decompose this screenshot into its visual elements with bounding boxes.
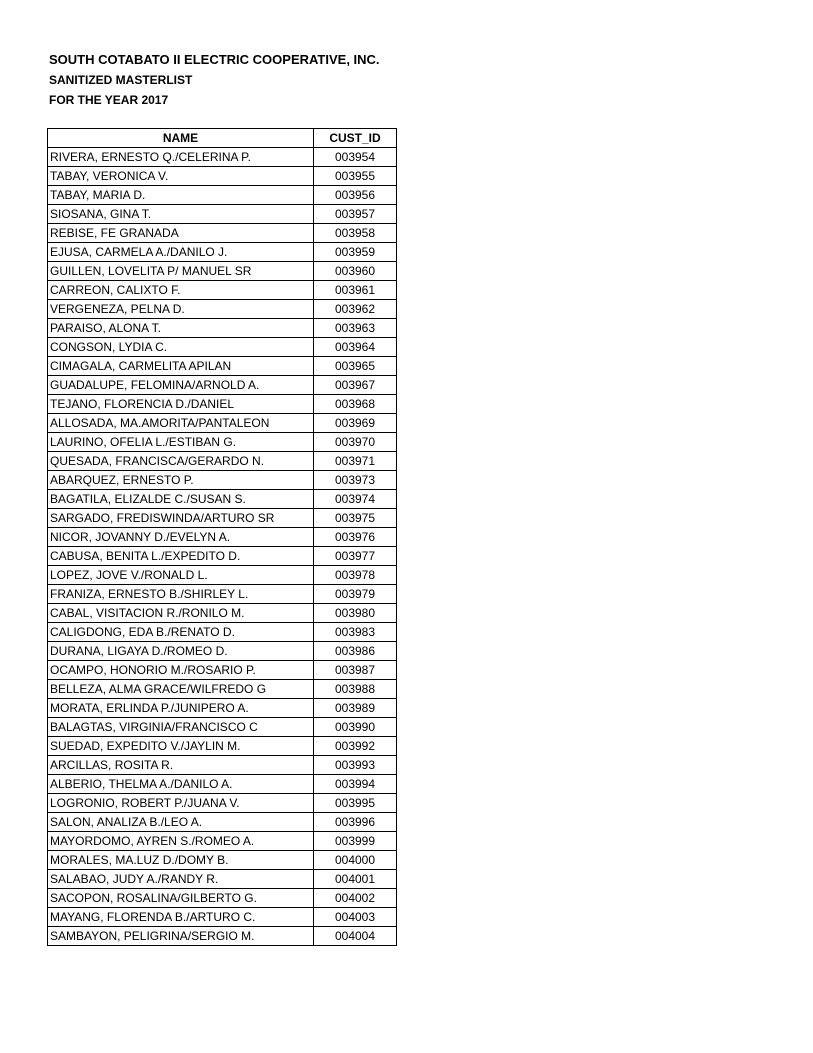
customer-name-cell: CALIGDONG, EDA B./RENATO D. — [48, 623, 314, 642]
customer-name-cell: MORALES, MA.LUZ D./DOMY B. — [48, 851, 314, 870]
customer-id-cell: 003976 — [314, 528, 397, 547]
table-row — [48, 661, 397, 680]
customer-id-cell: 003994 — [314, 775, 397, 794]
customer-id-cell: 004002 — [314, 889, 397, 908]
customer-id-cell: 003996 — [314, 813, 397, 832]
customer-name-cell: TABAY, MARIA D. — [48, 186, 314, 205]
customer-name-cell: RIVERA, ERNESTO Q./CELERINA P. — [48, 148, 314, 167]
customer-id-cell: 003957 — [314, 205, 397, 224]
customer-name-cell: SARGADO, FREDISWINDA/ARTURO SR — [48, 509, 314, 528]
table-row — [48, 319, 397, 338]
customer-name-cell: ALLOSADA, MA.AMORITA/PANTALEON — [48, 414, 314, 433]
table-row — [48, 224, 397, 243]
customer-name-cell: LOPEZ, JOVE V./RONALD L. — [48, 566, 314, 585]
customer-name-cell: SALABAO, JUDY A./RANDY R. — [48, 870, 314, 889]
table-row — [48, 395, 397, 414]
customer-name-cell: BAGATILA, ELIZALDE C./SUSAN S. — [48, 490, 314, 509]
customer-id-cell: 003961 — [314, 281, 397, 300]
table-row — [48, 737, 397, 756]
customer-id-cell: 003960 — [314, 262, 397, 281]
customer-id-cell: 003995 — [314, 794, 397, 813]
table-row — [48, 300, 397, 319]
table-row — [48, 756, 397, 775]
table-row — [48, 490, 397, 509]
customer-id-cell: 003977 — [314, 547, 397, 566]
customer-id-cell: 003987 — [314, 661, 397, 680]
table-row — [48, 642, 397, 661]
table-row — [48, 718, 397, 737]
customer-name-cell: REBISE, FE GRANADA — [48, 224, 314, 243]
customer-id-cell: 003999 — [314, 832, 397, 851]
table-row — [48, 205, 397, 224]
customer-name-cell: ALBERIO, THELMA A./DANILO A. — [48, 775, 314, 794]
customer-id-cell: 004001 — [314, 870, 397, 889]
customer-id-cell: 003986 — [314, 642, 397, 661]
customer-id-cell: 003988 — [314, 680, 397, 699]
customer-id-cell: 003971 — [314, 452, 397, 471]
customer-id-cell: 003963 — [314, 319, 397, 338]
table-row — [48, 813, 397, 832]
customer-id-cell: 003954 — [314, 148, 397, 167]
customer-name-cell: MORATA, ERLINDA P./JUNIPERO A. — [48, 699, 314, 718]
customer-id-cell: 003969 — [314, 414, 397, 433]
customer-name-cell: TABAY, VERONICA V. — [48, 167, 314, 186]
customer-name-cell: DURANA, LIGAYA D./ROMEO D. — [48, 642, 314, 661]
customer-id-cell: 003993 — [314, 756, 397, 775]
customer-name-cell: EJUSA, CARMELA A./DANILO J. — [48, 243, 314, 262]
table-row — [48, 585, 397, 604]
customer-name-cell: MAYANG, FLORENDA B./ARTURO C. — [48, 908, 314, 927]
table-row — [48, 699, 397, 718]
customer-id-cell: 003979 — [314, 585, 397, 604]
customer-name-cell: QUESADA, FRANCISCA/GERARDO N. — [48, 452, 314, 471]
customer-name-cell: SUEDAD, EXPEDITO V./JAYLIN M. — [48, 737, 314, 756]
customer-id-cell: 003974 — [314, 490, 397, 509]
customer-name-cell: NICOR, JOVANNY D./EVELYN A. — [48, 528, 314, 547]
table-row — [48, 775, 397, 794]
customer-id-cell: 003983 — [314, 623, 397, 642]
table-row — [48, 186, 397, 205]
customer-id-cell: 003955 — [314, 167, 397, 186]
table-row — [48, 281, 397, 300]
table-row — [48, 851, 397, 870]
table-row — [48, 471, 397, 490]
table-row — [48, 623, 397, 642]
table-row — [48, 433, 397, 452]
customer-id-cell: 003968 — [314, 395, 397, 414]
customer-id-cell: 004000 — [314, 851, 397, 870]
column-header-name: NAME — [48, 129, 314, 148]
table-row — [48, 357, 397, 376]
column-header-cust-id: CUST_ID — [314, 129, 397, 148]
customer-id-cell: 003975 — [314, 509, 397, 528]
table-row — [48, 262, 397, 281]
table-row — [48, 452, 397, 471]
customer-id-cell: 003967 — [314, 376, 397, 395]
customer-name-cell: VERGENEZA, PELNA D. — [48, 300, 314, 319]
table-header-row — [48, 129, 397, 148]
customer-id-cell: 003964 — [314, 338, 397, 357]
customer-name-cell: CABUSA, BENITA L./EXPEDITO D. — [48, 547, 314, 566]
customer-name-cell: MAYORDOMO, AYREN S./ROMEO A. — [48, 832, 314, 851]
customer-name-cell: CIMAGALA, CARMELITA APILAN — [48, 357, 314, 376]
table-row — [48, 547, 397, 566]
customer-id-cell: 004004 — [314, 927, 397, 946]
document-header — [49, 50, 380, 110]
document-year: FOR THE YEAR 2017 — [49, 93, 169, 107]
table-row — [48, 604, 397, 623]
customer-name-cell: TEJANO, FLORENCIA D./DANIEL — [48, 395, 314, 414]
customer-id-cell: 003962 — [314, 300, 397, 319]
customer-name-cell: GUADALUPE, FELOMINA/ARNOLD A. — [48, 376, 314, 395]
organization-title: SOUTH COTABATO II ELECTRIC COOPERATIVE, INC. — [49, 52, 380, 67]
customer-name-cell: PARAISO, ALONA T. — [48, 319, 314, 338]
customer-name-cell: GUILLEN, LOVELITA P/ MANUEL SR — [48, 262, 314, 281]
customer-name-cell: FRANIZA, ERNESTO B./SHIRLEY L. — [48, 585, 314, 604]
customer-name-cell: LAURINO, OFELIA L./ESTIBAN G. — [48, 433, 314, 452]
customer-id-cell: 003992 — [314, 737, 397, 756]
table-row — [48, 889, 397, 908]
customer-id-cell: 003958 — [314, 224, 397, 243]
customer-id-cell: 003970 — [314, 433, 397, 452]
customer-name-cell: SAMBAYON, PELIGRINA/SERGIO M. — [48, 927, 314, 946]
customer-name-cell: ARCILLAS, ROSITA R. — [48, 756, 314, 775]
customer-name-cell: CARREON, CALIXTO F. — [48, 281, 314, 300]
table-row — [48, 414, 397, 433]
customer-name-cell: SIOSANA, GINA T. — [48, 205, 314, 224]
customer-id-cell: 003990 — [314, 718, 397, 737]
customer-name-cell: BALAGTAS, VIRGINIA/FRANCISCO C — [48, 718, 314, 737]
table-body — [48, 148, 397, 946]
customer-id-cell: 003989 — [314, 699, 397, 718]
table-row — [48, 338, 397, 357]
customer-name-cell: OCAMPO, HONORIO M./ROSARIO P. — [48, 661, 314, 680]
table-row — [48, 167, 397, 186]
customer-name-cell: CONGSON, LYDIA C. — [48, 338, 314, 357]
customer-id-cell: 003956 — [314, 186, 397, 205]
table-row — [48, 680, 397, 699]
customer-name-cell: SACOPON, ROSALINA/GILBERTO G. — [48, 889, 314, 908]
customer-id-cell: 003965 — [314, 357, 397, 376]
table-row — [48, 832, 397, 851]
table-row — [48, 870, 397, 889]
table-row — [48, 509, 397, 528]
customer-id-cell: 003980 — [314, 604, 397, 623]
table-row — [48, 908, 397, 927]
table-row — [48, 376, 397, 395]
table-row — [48, 794, 397, 813]
document-subtitle: SANITIZED MASTERLIST — [49, 73, 193, 87]
customer-name-cell: SALON, ANALIZA B./LEO A. — [48, 813, 314, 832]
table-row — [48, 243, 397, 262]
table-row — [48, 148, 397, 167]
table-row — [48, 528, 397, 547]
table-row — [48, 927, 397, 946]
masterlist-table — [47, 128, 397, 946]
customer-id-cell: 004003 — [314, 908, 397, 927]
customer-name-cell: BELLEZA, ALMA GRACE/WILFREDO G — [48, 680, 314, 699]
table-row — [48, 566, 397, 585]
customer-id-cell: 003973 — [314, 471, 397, 490]
customer-id-cell: 003978 — [314, 566, 397, 585]
customer-name-cell: CABAL, VISITACION R./RONILO M. — [48, 604, 314, 623]
customer-id-cell: 003959 — [314, 243, 397, 262]
customer-name-cell: ABARQUEZ, ERNESTO P. — [48, 471, 314, 490]
customer-name-cell: LOGRONIO, ROBERT P./JUANA V. — [48, 794, 314, 813]
